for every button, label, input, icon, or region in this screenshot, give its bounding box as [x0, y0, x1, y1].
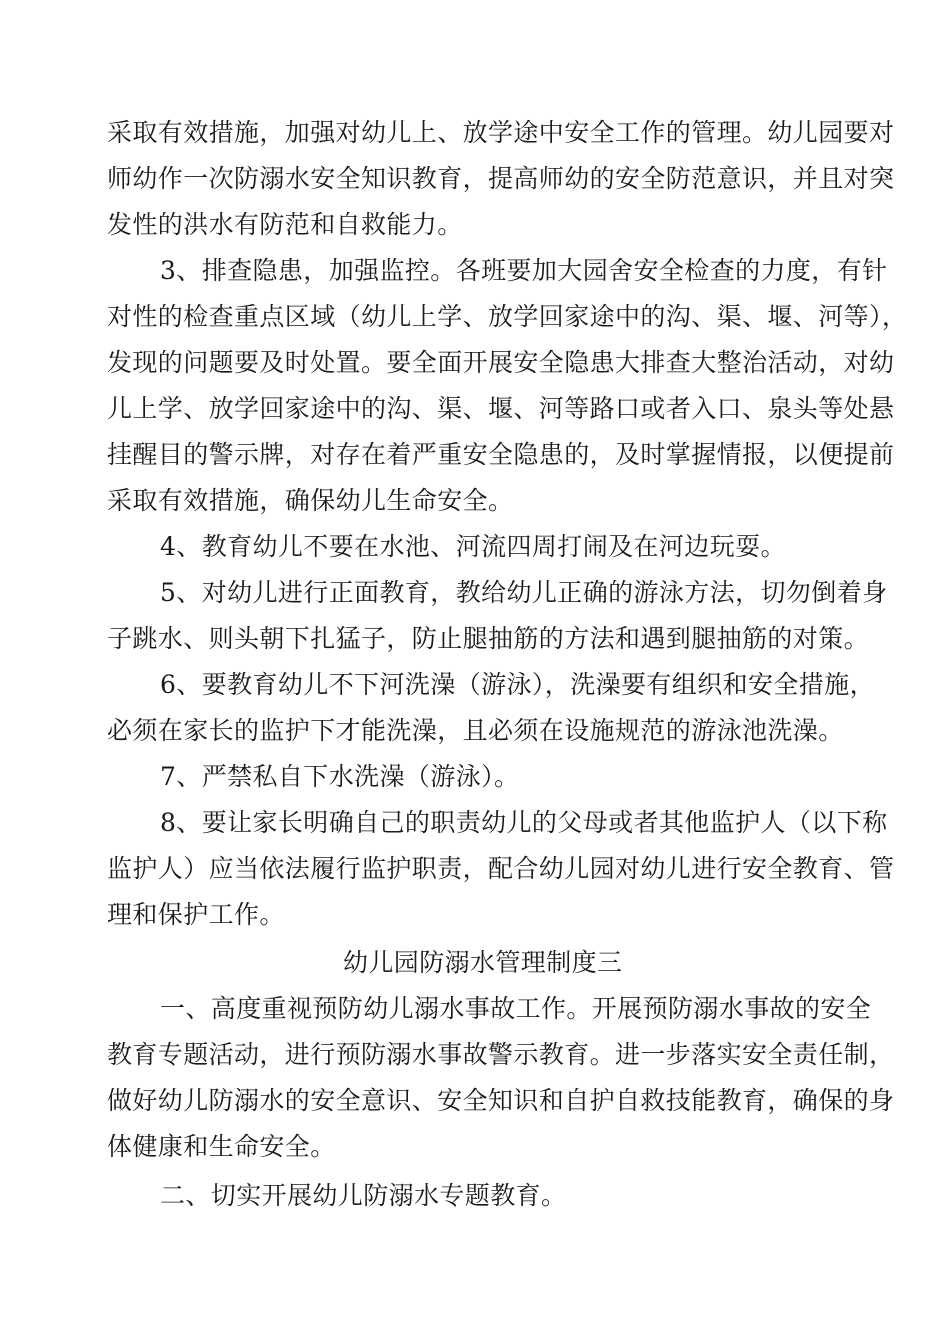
paragraph-line: 师幼作一次防溺水安全知识教育，提高师幼的安全防范意识，并且对突: [107, 164, 895, 193]
paragraph-line: 发现的问题要及时处置。要全面开展安全隐患大排查大整治活动，对幼: [107, 348, 895, 377]
paragraph-line: 8、要让家长明确自己的职责幼儿的父母或者其他监护人（以下称: [160, 808, 888, 837]
paragraph-line: 5、对幼儿进行正面教育，教给幼儿正确的游泳方法，切勿倒着身: [160, 578, 888, 607]
section-title: 幼儿园防溺水管理制度三: [343, 948, 623, 977]
paragraph-line: 体健康和生命安全。: [107, 1132, 336, 1161]
paragraph-line: 采取有效措施，确保幼儿生命安全。: [107, 486, 514, 515]
paragraph-line: 6、要教育幼儿不下河洗澡（游泳），洗澡要有组织和安全措施，: [160, 670, 876, 699]
paragraph-line: 3、排查隐患，加强监控。各班要加大园舍安全检查的力度，有针: [160, 256, 888, 285]
paragraph-line: 理和保护工作。: [107, 900, 285, 929]
paragraph-line: 二、切实开展幼儿防溺水专题教育。: [160, 1181, 567, 1210]
paragraph-line: 4、教育幼儿不要在水池、河流四周打闹及在河边玩耍。: [160, 532, 786, 561]
paragraph-line: 7、严禁私自下水洗澡（游泳）。: [160, 762, 520, 791]
paragraph-line: 教育专题活动，进行预防溺水事故警示教育。进一步落实安全责任制，: [107, 1040, 895, 1069]
paragraph-line: 必须在家长的监护下才能洗澡，且必须在设施规范的游泳池洗澡。: [107, 716, 844, 745]
paragraph-line: 儿上学、放学回家途中的沟、渠、堰、河等路口或者入口、泉头等处悬: [107, 394, 895, 423]
paragraph-line: 发性的洪水有防范和自救能力。: [107, 210, 463, 239]
paragraph-line: 采取有效措施，加强对幼儿上、放学途中安全工作的管理。幼儿园要对: [107, 118, 895, 147]
paragraph-line: 做好幼儿防溺水的安全意识、安全知识和自护自救技能教育，确保的身: [107, 1086, 895, 1115]
paragraph-line: 子跳水、则头朝下扎猛子，防止腿抽筋的方法和遇到腿抽筋的对策。: [107, 624, 870, 653]
paragraph-line: 一、高度重视预防幼儿溺水事故工作。开展预防溺水事故的安全: [160, 994, 872, 1023]
paragraph-line: 对性的检查重点区域（幼儿上学、放学回家途中的沟、渠、堰、河等），: [107, 302, 908, 331]
paragraph-line: 挂醒目的警示牌，对存在着严重安全隐患的，及时掌握情报，以便提前: [107, 440, 895, 469]
paragraph-line: 监护人）应当依法履行监护职责，配合幼儿园对幼儿进行安全教育、管: [107, 854, 895, 883]
